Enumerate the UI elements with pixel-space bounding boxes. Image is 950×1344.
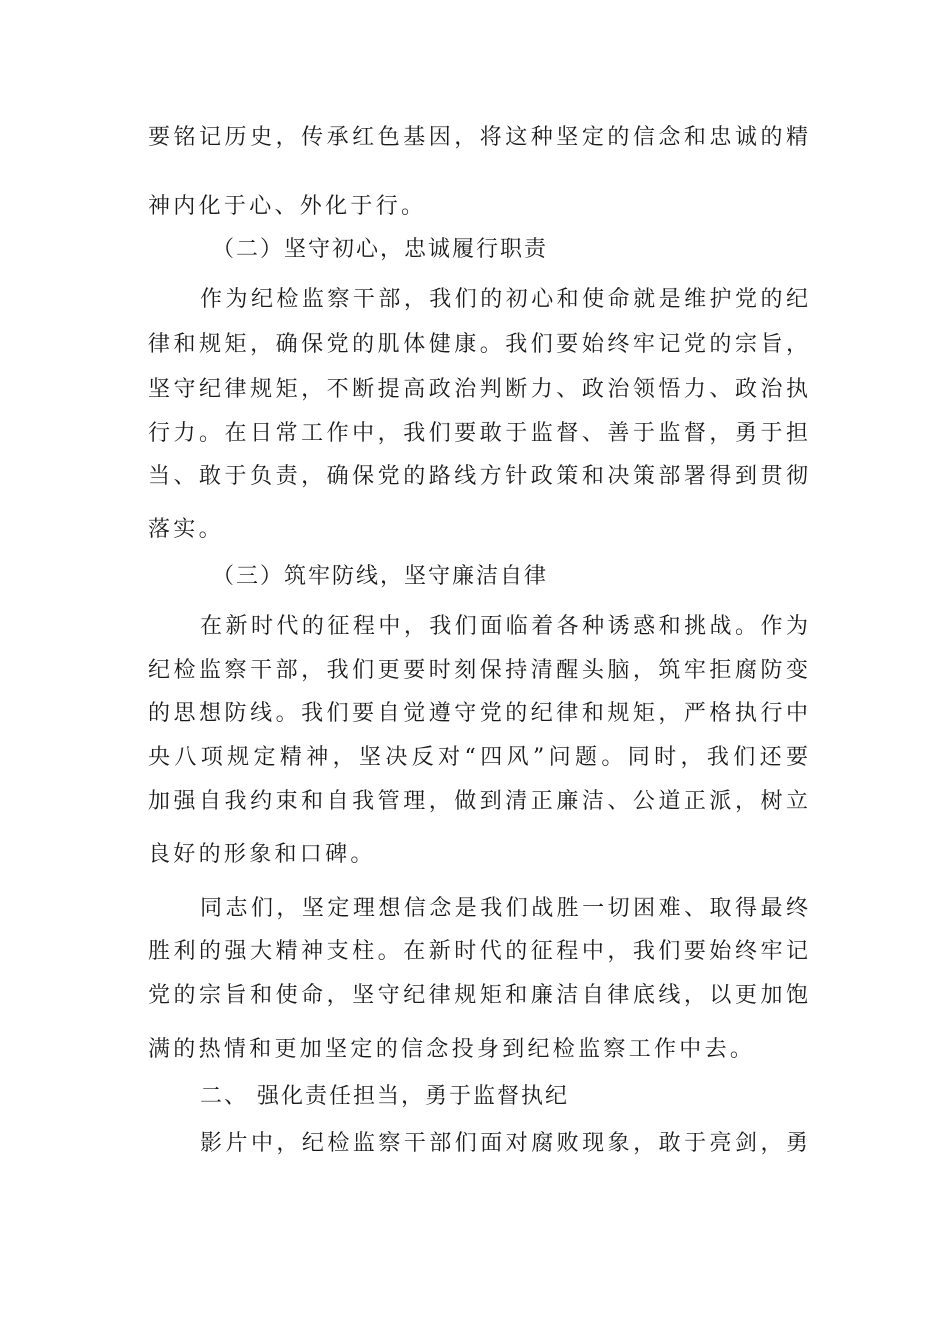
paragraph-line: 要铭记历史，传承红色基因，将这种坚定的信念和忠诚的精	[148, 125, 808, 150]
paragraph-line: 作为纪检监察干部，我们的初心和使命就是维护党的纪	[200, 287, 808, 312]
paragraph-line: 胜利的强大精神支柱。在新时代的征程中，我们要始终牢记	[148, 939, 808, 964]
section-heading: （二）坚守初心，忠诚履行职责	[212, 237, 549, 262]
paragraph-line: 加强自我约束和自我管理，做到清正廉洁、公道正派，树立	[148, 789, 808, 814]
paragraph-line: 纪检监察干部，我们更要时刻保持清醒头脑，筑牢拒腐防变	[148, 658, 808, 683]
paragraph-line: 落实。	[148, 517, 224, 542]
paragraph-line: 坚守纪律规矩，不断提高政治判断力、政治领悟力、政治执	[148, 377, 808, 402]
paragraph-line: 的思想防线。我们要自觉遵守党的纪律和规矩，严格执行中	[148, 701, 808, 726]
paragraph-line: 神内化于心、外化于行。	[148, 194, 427, 219]
paragraph-line: 良好的形象和口碑。	[148, 842, 376, 867]
paragraph-line: 行力。在日常工作中，我们要敢于监督、善于监督，勇于担	[148, 421, 808, 446]
paragraph-line: 影片中，纪检监察干部们面对腐败现象，敢于亮剑，勇	[200, 1131, 808, 1156]
section-heading: 二、 强化责任担当，勇于监督执纪	[200, 1084, 569, 1109]
paragraph-line: 央八项规定精神，坚决反对“四风”问题。同时，我们还要	[148, 745, 808, 770]
section-heading: （三）筑牢防线，坚守廉洁自律	[212, 564, 549, 589]
paragraph-line: 同志们，坚定理想信念是我们战胜一切困难、取得最终	[200, 896, 808, 921]
paragraph-line: 当、敢于负责，确保党的路线方针政策和决策部署得到贯彻	[148, 464, 808, 489]
paragraph-line: 满的热情和更加坚定的信念投身到纪检监察工作中去。	[148, 1037, 756, 1062]
paragraph-line: 律和规矩，确保党的肌体健康。我们要始终牢记党的宗旨，	[148, 332, 808, 357]
paragraph-line: 党的宗旨和使命，坚守纪律规矩和廉洁自律底线，以更加饱	[148, 983, 808, 1008]
paragraph-line: 在新时代的征程中，我们面临着各种诱惑和挑战。作为	[200, 614, 808, 639]
